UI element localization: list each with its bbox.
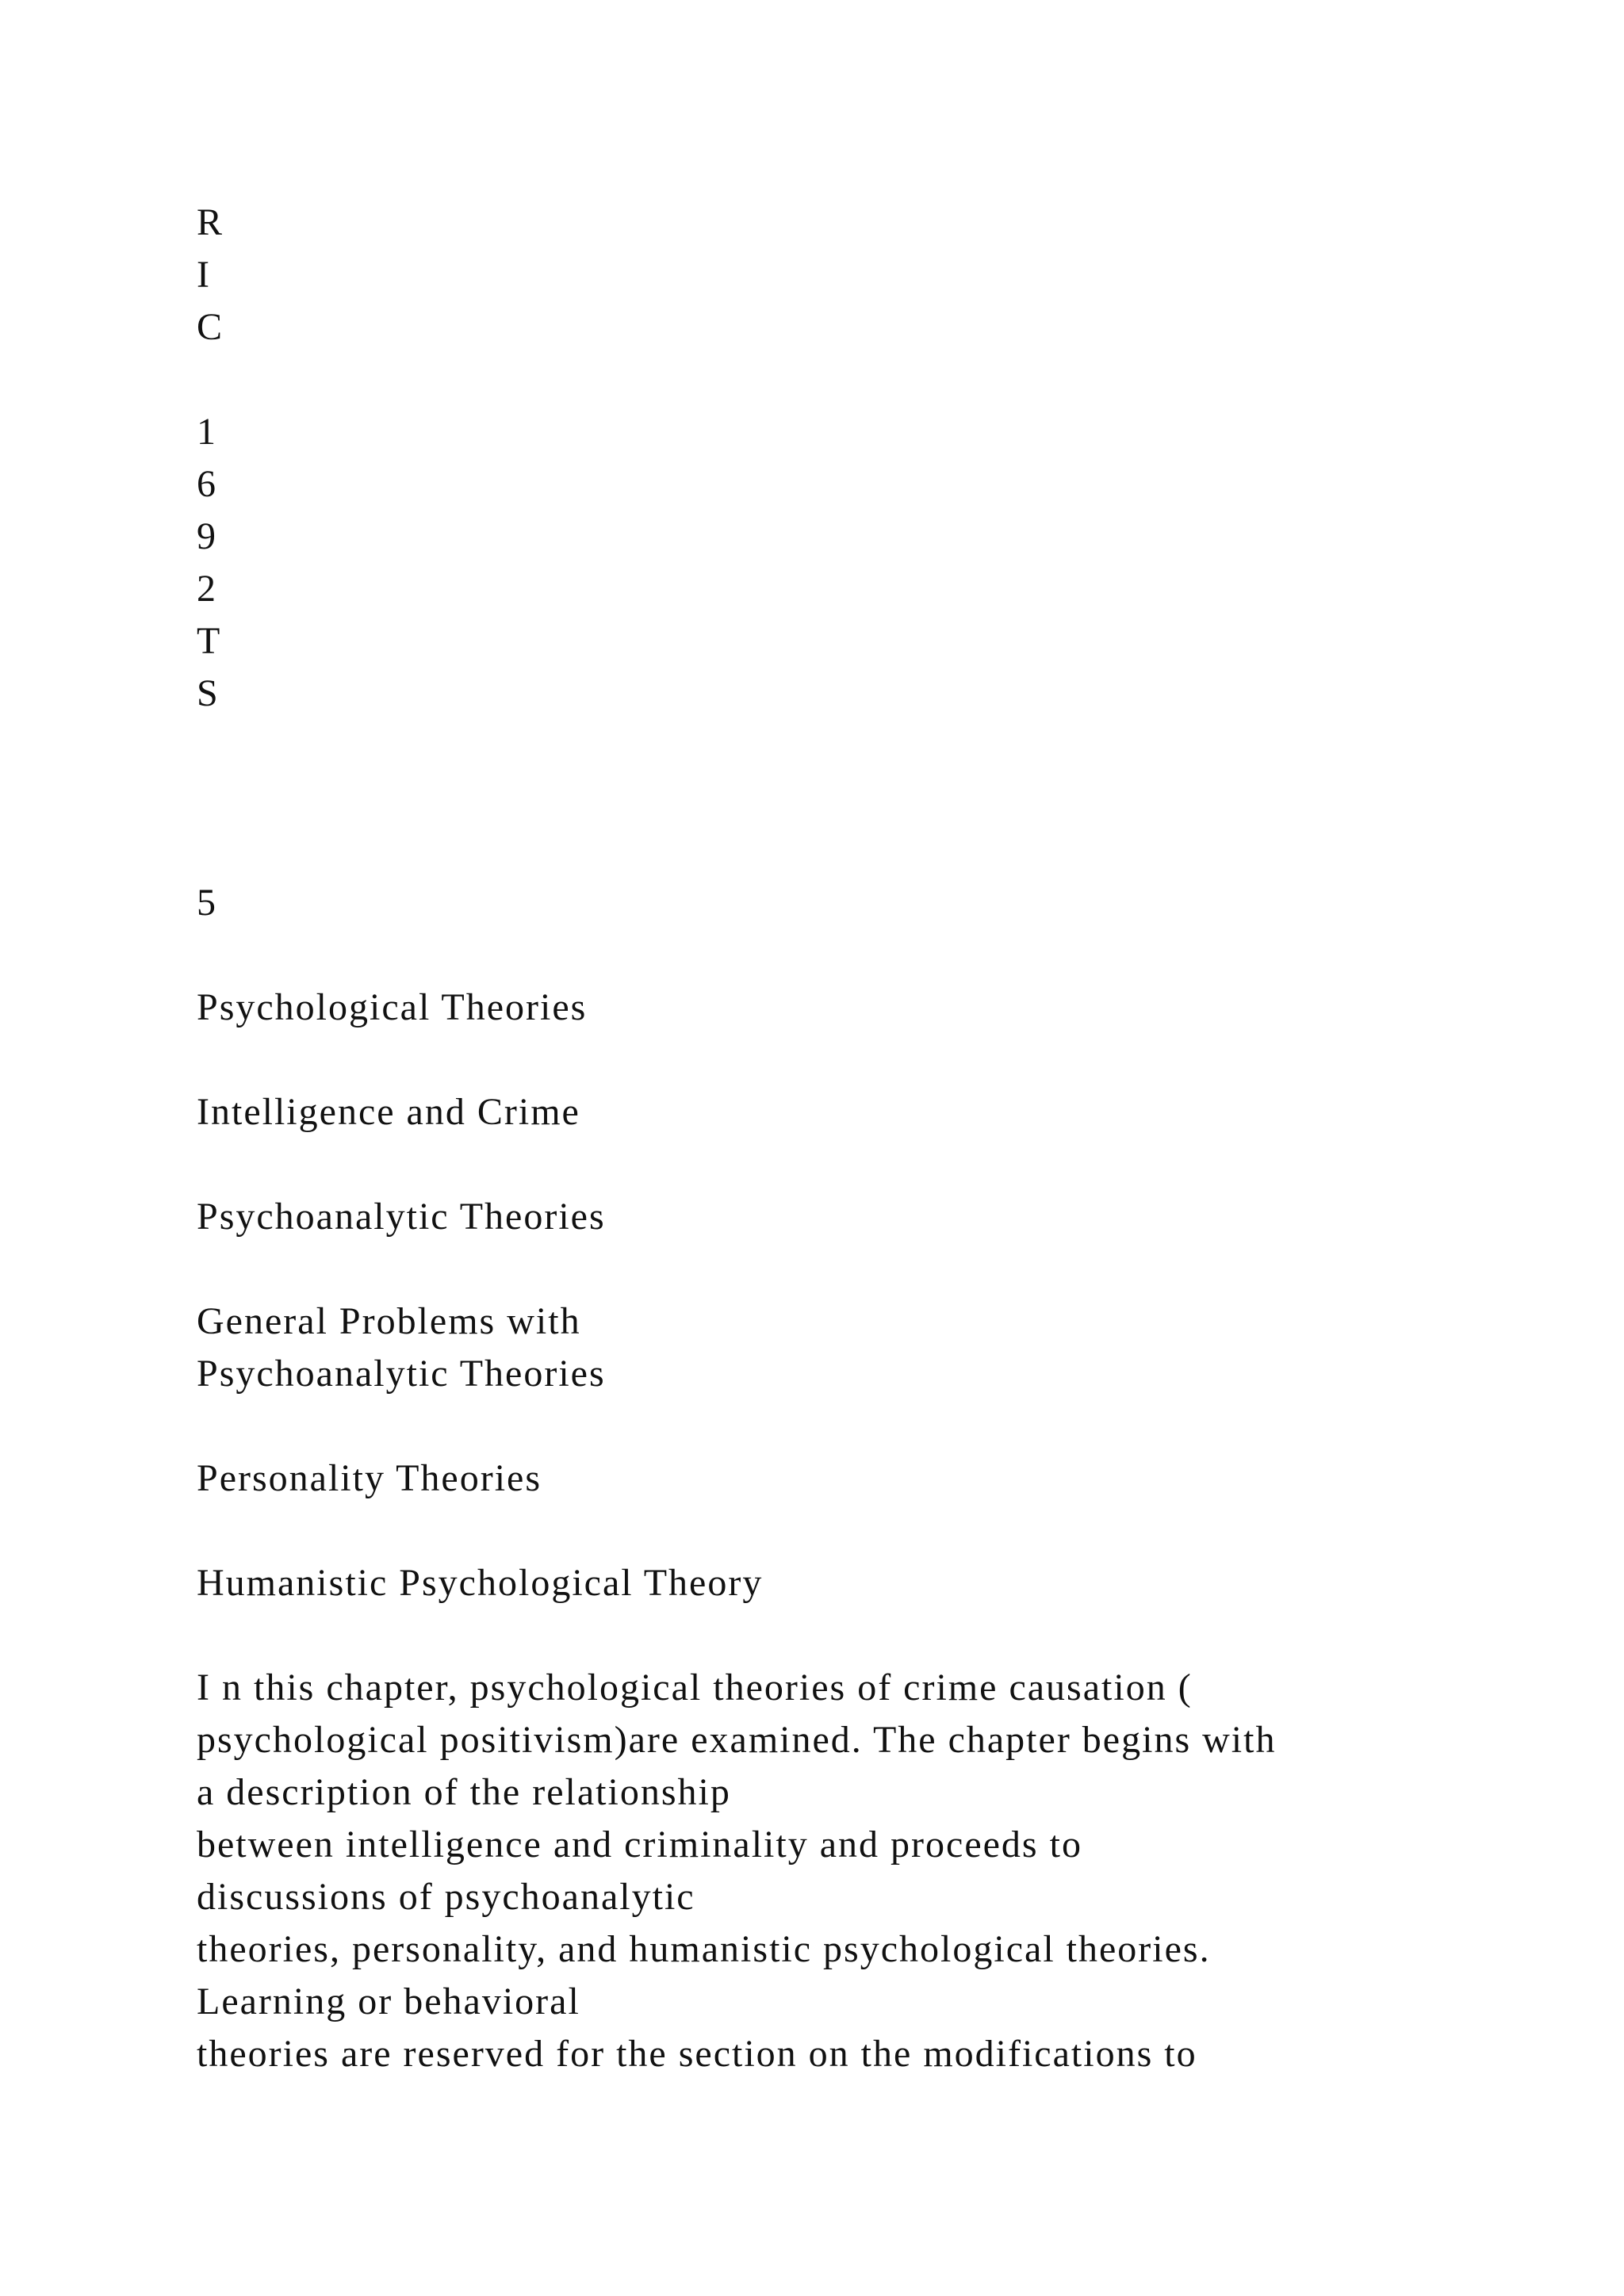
paragraph-line: a description of the relationship <box>197 1771 731 1813</box>
document-text <box>197 197 1545 2080</box>
spacer <box>197 929 1545 982</box>
vertical-letter: S <box>197 672 220 714</box>
vertical-letter: C <box>197 306 224 348</box>
contents-item: Psychoanalytic Theories <box>197 1196 606 1238</box>
paragraph-line: theories are reserved for the section on the modifications to <box>197 2033 1197 2075</box>
spacer <box>197 1505 1545 1557</box>
paragraph-line: theories, personality, and humanistic psychological theories. <box>197 1928 1211 1970</box>
paragraph-line: I n this chapter, psychological theories of crime causation ( <box>197 1667 1193 1709</box>
paragraph-line: Learning or behavioral <box>197 1980 580 2022</box>
contents-item: Personality Theories <box>197 1457 542 1499</box>
contents-item: Intelligence and Crime <box>197 1091 580 1133</box>
spacer <box>197 1138 1545 1191</box>
spacer <box>197 1400 1545 1452</box>
contents-item: Humanistic Psychological Theory <box>197 1562 764 1604</box>
vertical-letter: 9 <box>197 515 217 557</box>
contents-item: Psychoanalytic Theories <box>197 1353 606 1395</box>
contents-item: General Problems with <box>197 1300 581 1342</box>
vertical-letter-blank <box>197 354 1545 406</box>
vertical-letter: R <box>197 201 224 243</box>
vertical-letter: I <box>197 254 211 296</box>
vertical-letter: 2 <box>197 568 217 610</box>
vertical-letter: T <box>197 620 222 662</box>
spacer <box>197 1609 1545 1662</box>
vertical-letter: 6 <box>197 463 217 505</box>
spacer <box>197 1243 1545 1295</box>
paragraph-line: discussions of psychoanalytic <box>197 1876 695 1918</box>
spacer <box>197 1034 1545 1086</box>
paragraph-line: between intelligence and criminality and proceeds to <box>197 1823 1082 1866</box>
chapter-number: 5 <box>197 882 217 924</box>
vertical-letter: 1 <box>197 411 217 453</box>
paragraph-line: psychological positivism)are examined. The chapter begins with <box>197 1719 1277 1761</box>
contents-item: Psychological Theories <box>197 986 588 1028</box>
spacer <box>197 720 1545 877</box>
